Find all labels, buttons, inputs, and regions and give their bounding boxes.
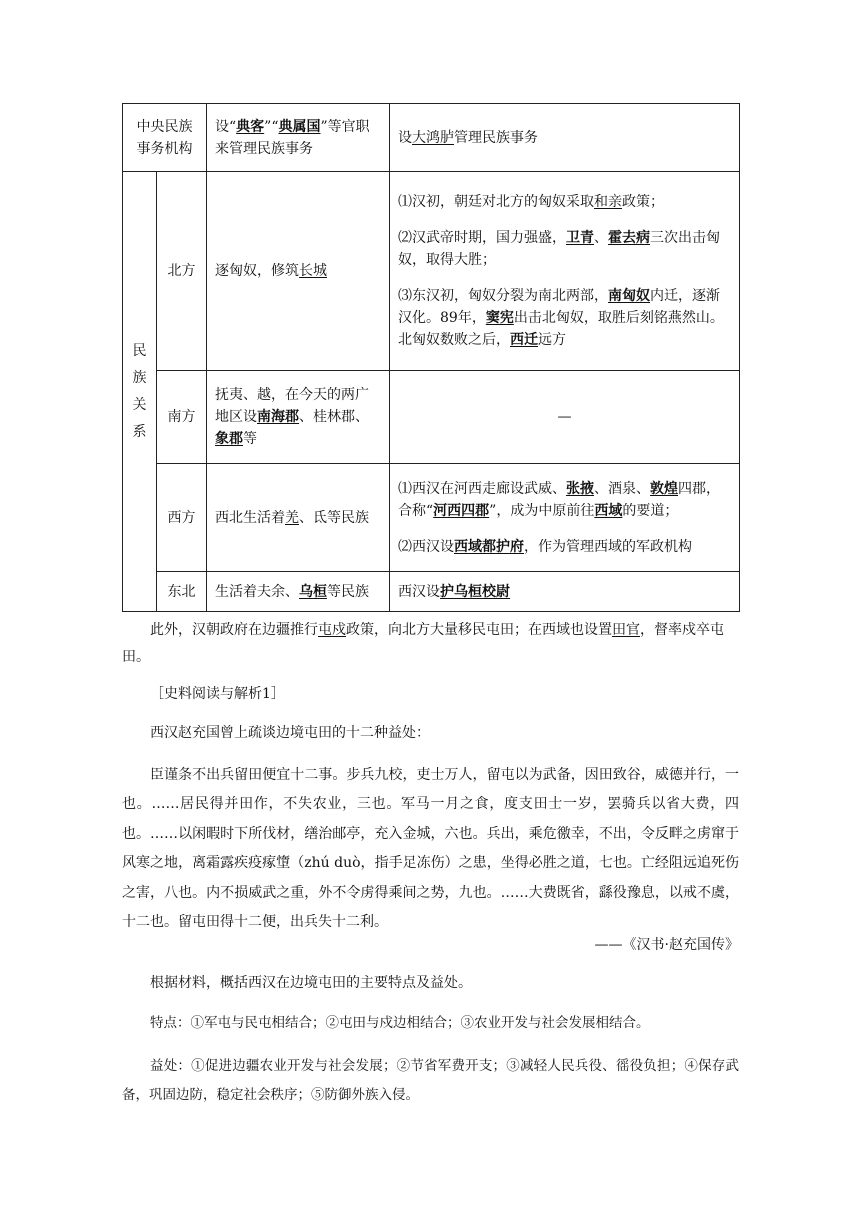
policy-cell — [207, 464, 390, 572]
table-header-row — [123, 104, 740, 172]
table-row — [123, 172, 740, 371]
underlined-term: 敦煌 — [650, 480, 678, 497]
underlined-term: 霍去病 — [608, 230, 650, 246]
group-label-cell — [123, 172, 157, 612]
details-cell — [390, 172, 740, 371]
ethnic-relations-table — [122, 103, 740, 612]
text-run: ”等官职来管理民族事务 — [215, 118, 370, 157]
text-run: 西汉设 — [398, 583, 440, 600]
underlined-term: 羌 — [285, 509, 299, 526]
table-row — [123, 464, 740, 572]
text-run: 、 — [594, 230, 608, 246]
details-cell — [390, 371, 740, 464]
table-row — [123, 371, 740, 464]
underlined-term: 大鸿胪 — [412, 129, 454, 146]
underlined-term: 西域都护府 — [454, 538, 524, 555]
details-cell — [390, 572, 740, 612]
detail-paragraph — [398, 227, 731, 271]
text-run: 政策； — [622, 194, 664, 210]
text-run: 逐匈奴，修筑 — [215, 263, 299, 279]
region-cell — [157, 464, 207, 572]
empty-dash: — — [557, 409, 572, 425]
header-agency-label: 中央民族事务机构 — [136, 118, 193, 157]
underlined-term: 南海郡 — [257, 409, 299, 425]
text-run: 抚夷、越，在今天的两广地区设 — [215, 387, 369, 425]
text-run: 此外，汉朝政府在边疆推行 — [150, 622, 318, 638]
quote-source: ——《汉书·赵充国传》 — [594, 937, 739, 953]
header-qin-cell — [207, 104, 390, 172]
underlined-term: 西迁 — [510, 332, 538, 348]
text-run: 设“ — [215, 118, 237, 135]
region-label: 北方 — [167, 263, 196, 279]
text-run: 政策，向北方大量移民屯田；在西域也设置 — [346, 622, 612, 638]
answer-features: 特点：①军屯与民屯相结合；②屯田与戍边相结合；③农业开发与社会发展相结合。 — [150, 1015, 650, 1031]
text-run: 西北生活着 — [215, 509, 285, 526]
region-cell — [157, 172, 207, 371]
intro-paragraph: 西汉赵充国曾上疏谈边境屯田的十二种益处： — [150, 725, 430, 741]
text-run: ，督率戍卒屯田。 — [122, 622, 724, 665]
text-run: 出击北匈奴，取胜后刻铭燕然山。北匈奴数败之后， — [398, 310, 724, 348]
region-label: 南方 — [167, 409, 196, 425]
detail-paragraph — [398, 536, 731, 558]
policy-cell — [207, 371, 390, 464]
text-run: ⑴西汉在河西走廊设武威、 — [398, 480, 566, 497]
text-run: 、氐等民族 — [299, 509, 369, 526]
quote-paragraph: 臣谨条不出兵留田便宜十二事。步兵九校，吏士万人，留屯以为武备，因田致谷，威德并行，一也。……居民得并田作，不失农业，三也。军马一月之食，度支田士一岁，罢骑兵以省大费，四也。……以闲暇时下所伐材，缮治邮亭，充入金城，六也。兵出，乘危徼幸，不出，令反畔之虏窜于风寒之地，离霜露疾疫瘃墯（zhú duò，指手足冻伤）之患，坐得必胜之道，七也。亡经阻远追死伤之害，八也。内不损威武之重，外不令虏得乘间之势，九也。……大费既省，繇役豫息，以戒不虞，十二也。留屯田得十二便，出兵失十二利。 — [122, 767, 739, 931]
region-label: 西方 — [167, 509, 196, 526]
underlined-term: 典属国 — [278, 118, 321, 135]
question-paragraph: 根据材料，概括西汉在边境屯田的主要特点及益处。 — [150, 975, 472, 991]
after-table-paragraph — [122, 617, 739, 671]
underlined-term: 卫青 — [566, 230, 594, 246]
text-run: 等 — [243, 431, 257, 447]
details-cell — [390, 464, 740, 572]
detail-paragraph — [398, 285, 731, 351]
detail-paragraph — [398, 478, 731, 522]
region-cell — [157, 572, 207, 612]
text-run: 生活着夫余、 — [215, 583, 299, 600]
underlined-term: 窦宪 — [485, 310, 514, 326]
text-run: ⑵汉武帝时期，国力强盛， — [398, 230, 566, 246]
text-run: ⑴汉初，朝廷对北方的匈奴采取 — [398, 194, 594, 210]
policy-cell — [207, 572, 390, 612]
text-run: 的要道； — [622, 502, 679, 519]
policy-cell — [207, 172, 390, 371]
underlined-term: 田官 — [612, 622, 640, 638]
header-agency-cell — [123, 104, 207, 172]
underlined-term: 典客 — [236, 118, 265, 135]
text-run: 内迁，逐渐汉化。89年， — [398, 288, 720, 326]
detail-paragraph — [398, 191, 731, 213]
underlined-term: 南匈奴 — [608, 288, 650, 304]
underlined-term: 和亲 — [594, 194, 622, 210]
region-cell — [157, 371, 207, 464]
text-run: 管理民族事务 — [454, 129, 538, 146]
section-heading: ［史料阅读与解析1］ — [150, 686, 285, 702]
text-run: ”，成为中原前往 — [489, 502, 595, 519]
group-label: 民族关系 — [132, 342, 147, 440]
text-run: 等民族 — [327, 583, 369, 600]
text-run: 三次出击匈奴，取得大胜； — [398, 230, 720, 268]
underlined-term: 象郡 — [215, 431, 243, 447]
text-run: 、酒泉、 — [594, 480, 650, 497]
text-run: 设 — [398, 129, 412, 146]
header-han-cell — [390, 104, 740, 172]
answer-benefits: 益处：①促进边疆农业开发与社会发展；②节省军费开支；③减轻人民兵役、徭役负担；④保存武备，巩固边防，稳定社会秩序；⑤防御外族入侵。 — [122, 1058, 739, 1103]
text-run: 远方 — [538, 332, 566, 348]
table-row — [123, 572, 740, 612]
underlined-term: 护乌桓校尉 — [440, 583, 510, 600]
text-run: ”“ — [264, 118, 279, 135]
region-label: 东北 — [167, 583, 196, 600]
underlined-term: 西域 — [594, 502, 623, 519]
text-run: ⑶东汉初，匈奴分裂为南北两部， — [398, 288, 608, 304]
underlined-term: 乌桓 — [299, 583, 327, 600]
text-run: ，作为管理西域的军政机构 — [524, 538, 692, 555]
underlined-term: 长城 — [299, 263, 327, 279]
text-run: ⑵西汉设 — [398, 538, 454, 555]
underlined-term: 河西四郡 — [433, 502, 490, 519]
text-run: 四郡，合称“ — [398, 480, 720, 519]
underlined-term: 张掖 — [566, 480, 594, 497]
underlined-term: 屯戍 — [318, 622, 346, 638]
text-run: 、桂林郡、 — [299, 409, 369, 425]
